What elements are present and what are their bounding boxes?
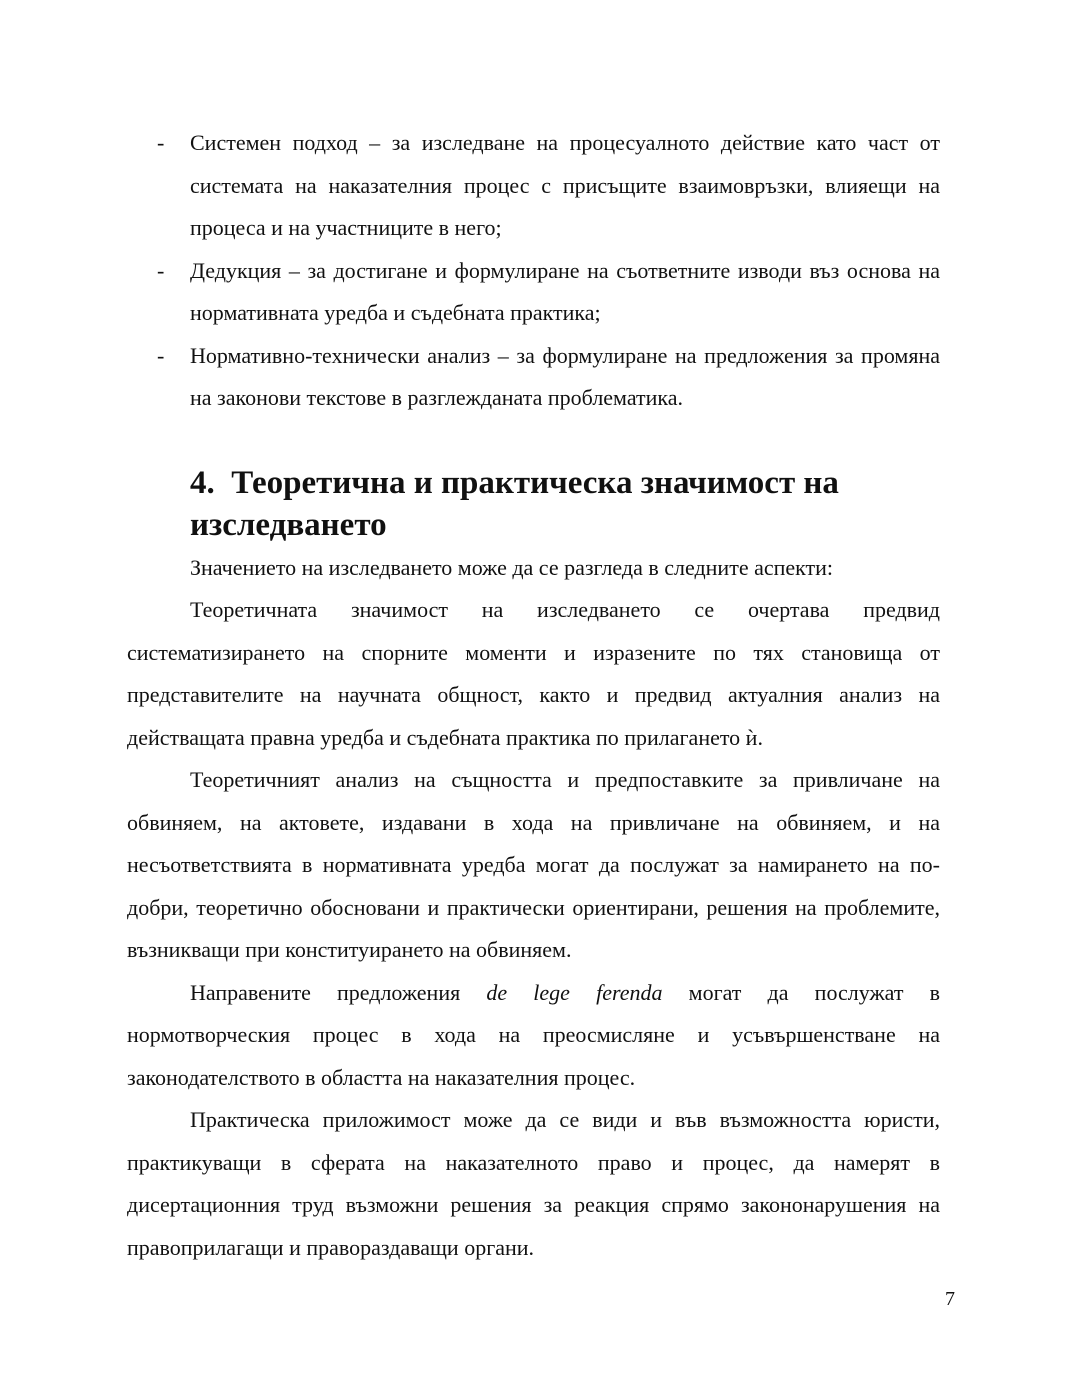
paragraph-theoretical-analysis: Теоретичният анализ на същността и предпоставките за привличане на обвиняем, на актовете, издавани в хода на привличане на обвиняем, и на несъответствията в нормативната уредба могат да послужат за намирането на по-добри, теоретично обосновани и практически ориентирани, решения на проблемите, възникващи при конституирането на обвиняем. — [127, 767, 940, 962]
list-item-normative-analysis — [127, 335, 940, 420]
section-title: Теоретична и практическа значимост на изследването — [190, 464, 839, 543]
methods-list — [127, 122, 940, 420]
page-number: 7 — [945, 1288, 955, 1310]
bullet-dash: - — [157, 257, 165, 283]
section-number: 4. — [190, 464, 215, 501]
paragraph-theoretical-significance: Теоретичната значимост на изследването се очертава предвид систематизирането на спорните моменти и изразените по тях становища от представителите на научната общност, както и предвид актуалния анализ на действащата правна уредба и съдебната практика по прилагането ѝ. — [127, 597, 940, 750]
list-item-systemic-approach — [127, 122, 940, 250]
list-item-text: Нормативно-технически анализ – за формулиране на предложения за промяна на законови текстове в разглежданата проблематика. — [190, 342, 940, 410]
paragraph-text-start: Направените предложения — [190, 979, 461, 1005]
page-content — [127, 122, 940, 1269]
paragraph-de-lege-ferenda — [127, 972, 940, 1100]
list-item-text: Системен подход – за изследване на процесуалното действие като част от системата на наказателния процес с присъщите взаимовръзки, влияещи на процеса и на участниците в него; — [190, 130, 940, 240]
paragraph-practical-applicability: Практическа приложимост може да се види и във възможността юристи, практикуващи в сферата на наказателното право и процес, да намерят в дисертационния труд възможни решения за реакция спрямо закононарушения на правоприлагащи и правораздаващи органи. — [127, 1107, 940, 1260]
list-item-text: Дедукция – за достигане и формулиране на съответните изводи въз основа на нормативната уредба и съдебната практика; — [190, 257, 940, 325]
bullet-dash: - — [157, 130, 165, 155]
section-heading — [127, 462, 940, 547]
list-item-deduction — [127, 250, 940, 335]
paragraph-text-end: могат да послужат в нормотворческия процес в хода на преосмисляне и усъвършенстване на законодателството в областта на наказателния процес. — [127, 979, 940, 1090]
intro-paragraph: Значението на изследването може да се разгледа в следните аспекти: — [190, 554, 834, 580]
latin-term: de lege ferenda — [486, 979, 663, 1005]
bullet-dash: - — [157, 342, 165, 368]
